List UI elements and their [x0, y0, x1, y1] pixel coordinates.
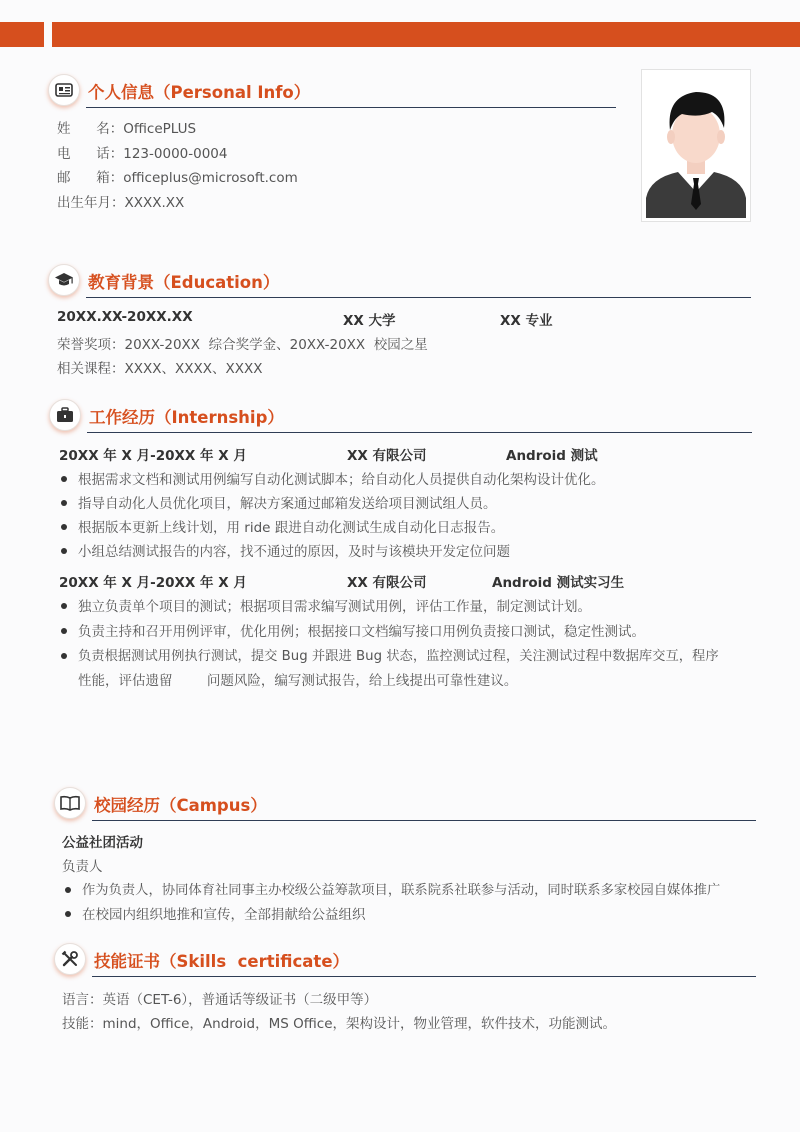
briefcase-icon [49, 399, 81, 431]
education-major: XX 专业 [500, 313, 553, 329]
open-book-icon [54, 787, 86, 819]
email-value: officeplus@microsoft.com [123, 170, 298, 186]
education-school: XX 大学 [343, 313, 396, 329]
section-skills [54, 943, 759, 977]
tools-icon [54, 943, 86, 975]
job-company: XX 有限公司 [347, 448, 427, 464]
section-divider [92, 976, 756, 977]
education-honors: 荣誉奖项：20XX-20XX 综合奖学金、20XX-20XX 校园之星 [57, 337, 428, 353]
name-row [57, 117, 196, 137]
name-label: 姓 名： [57, 121, 124, 137]
section-work [49, 399, 759, 433]
phone-row [57, 142, 227, 162]
list-item: 负责主持和召开用例评审，优化用例；根据接口文档编写接口用例负责接口测试，稳定性测试。 [78, 620, 645, 640]
list-item: 作为负责人，协同体育社同事主办校级公益筹款项目，联系院系社联参与活动，同时联系多家校园自媒体推广 [82, 879, 720, 898]
id-card-icon [48, 74, 80, 106]
avatar-photo [641, 69, 751, 222]
header-accent-bar [52, 22, 800, 47]
section-divider [86, 107, 616, 108]
education-period: 20XX.XX-20XX.XX [57, 309, 193, 325]
section-title: 个人信息（Personal Info） [88, 83, 311, 102]
birth-row [57, 191, 184, 211]
campus-organization: 公益社团活动 [62, 835, 143, 851]
list-item: 独立负责单个项目的测试；根据项目需求编写测试用例，评估工作量，制定测试计划。 [78, 595, 591, 615]
list-item: 在校园内组织地推和宣传，全部捐献给公益组织 [82, 903, 366, 923]
list-item: 小组总结测试报告的内容，找不通过的原因，及时与该模块开发定位问题 [78, 540, 510, 560]
job-period: 20XX 年 X 月-20XX 年 X 月 [59, 575, 247, 591]
section-title: 工作经历（Internship） [89, 408, 284, 427]
list-item: 根据版本更新上线计划，用 ride 跟进自动化测试生成自动化日志报告。 [78, 516, 504, 536]
job-company: XX 有限公司 [347, 575, 427, 591]
job-role: Android 测试 [506, 448, 598, 464]
section-personal [48, 74, 618, 108]
email-label: 邮 箱： [57, 170, 124, 186]
birth-value: XXXX.XX [124, 195, 185, 211]
header-accent-left [0, 22, 44, 47]
section-title: 技能证书（Skills certificate） [94, 952, 350, 971]
education-courses: 相关课程：XXXX、XXXX、XXXX [57, 361, 263, 377]
list-item: 负责根据测试用例执行测试，提交 Bug 并跟进 Bug 状态，监控测试过程，关注测试过程中数据库交互，程序 [78, 645, 719, 664]
list-item-continuation: 性能，评估遗留 问题风险，编写测试报告，给上线提出可靠性建议。 [78, 673, 518, 689]
job-period: 20XX 年 X 月-20XX 年 X 月 [59, 448, 247, 464]
email-row [57, 166, 298, 186]
section-divider [92, 820, 756, 821]
list-item: 根据需求文档和测试用例编写自动化测试脚本；给自动化人员提供自动化架构设计优化。 [78, 468, 605, 488]
list-item: 指导自动化人员优化项目，解决方案通过邮箱发送给项目测试组人员。 [78, 492, 497, 512]
section-title: 教育背景（Education） [88, 273, 280, 292]
section-divider [87, 432, 752, 433]
phone-value: 123-0000-0004 [123, 146, 228, 162]
skills-list: 技能：mind，Office，Android，MS Office，架构设计，物业管理，软件技术，功能测试。 [62, 1016, 617, 1032]
skills-language: 语言：英语（CET-6），普通话等级证书（二级甲等） [62, 992, 378, 1008]
section-education [48, 264, 758, 298]
section-title: 校园经历（Campus） [94, 796, 267, 815]
section-campus [54, 787, 759, 821]
job-role: Android 测试实习生 [492, 575, 625, 591]
name-value: OfficePLUS [123, 121, 197, 137]
phone-label: 电 话： [57, 146, 124, 162]
campus-role: 负责人 [62, 859, 103, 875]
birth-label: 出生年月： [57, 195, 125, 211]
section-divider [86, 297, 751, 298]
graduation-cap-icon [48, 264, 80, 296]
